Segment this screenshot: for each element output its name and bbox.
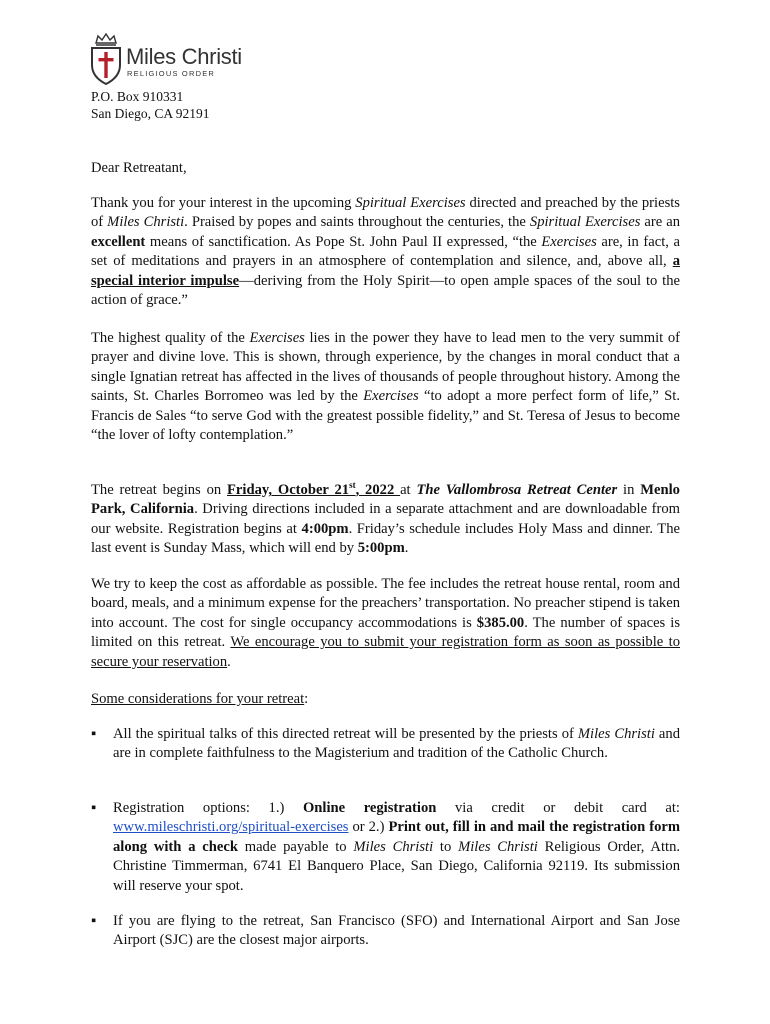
paragraph-2: The highest quality of the Exercises lies in the power they have to lead men to the very summit of prayer and divine love. This is shown, through experience, by the changes in moral conduct that a single Ignatian retreat has affected in the lives of thousands of people throughout history. Among the saints, St. Charles Borromeo was led by the Exercises “to adopt a more perfect form of life,” St. Francis de Sales “to serve God with the greatest possible fidelity,” and St. Teresa of Jesus to become “the lover of lofty contemplation.”: [91, 330, 680, 444]
return-address: [91, 88, 210, 122]
greeting: Dear Retreatant,: [91, 160, 187, 176]
paragraph-3: The retreat begins on Friday, October 21st, 2022 at The Vallombrosa Retreat Center in Menlo Park, California. Driving directions included in a separate attachment and are downloadable from our website. Registration begins at 4:00pm. Friday’s schedule includes Holy Mass and dinner. The last event is Sunday Mass, which will end by 5:00pm.: [91, 480, 680, 557]
bullet-square-icon: ▪: [91, 800, 97, 816]
bullet-item-3: ▪ If you are flying to the retreat, San Francisco (SFO) and International Airport and San Jose Airport (SJC) are the closest major airports.: [91, 913, 680, 949]
retreat-date: Friday, October 21st, 2022: [227, 480, 401, 498]
logo-org-name: Miles Christi: [126, 44, 242, 69]
bullet-square-icon: ▪: [91, 913, 97, 929]
paragraph-4: We try to keep the cost as affordable as possible. The fee includes the retreat house rental, room and board, meals, and a minimum expense for the preachers’ transportation. No preacher stipend is taken into account. The cost for single occupancy accommodations is $385.00. The number of spaces is limited on this retreat. We encourage you to submit your registration form as soon as possible to secure your reservation.: [91, 576, 681, 670]
address-line-2: San Diego, CA 92191: [91, 106, 210, 121]
considerations-heading: Some considerations for your retreat:: [91, 691, 309, 707]
registration-link[interactable]: www.mileschristi.org/spiritual-exercises: [113, 819, 349, 836]
bullet-square-icon: ▪: [91, 726, 97, 742]
address-line-1: P.O. Box 910331: [91, 89, 184, 104]
bullet-item-2: ▪ Registration options: 1.) Online registration via credit or debit card at: www.mileschristi.org/spiritual-exercises or 2.) Print out, fill in and mail the registration form along with a check made payable to Miles Christi to Miles Christi Religious Order, Attn. Christine Timmerman, 6741 El Banquero Place, San Diego, California 92119. Its submission will reserve your spot.: [91, 800, 681, 894]
miles-christi-logo: [89, 33, 259, 85]
shield-cross-crown-icon: [89, 33, 123, 85]
bullet-item-1: ▪ All the spiritual talks of this directed retreat will be presented by the priests of Miles Christi and are in complete faithfulness to the Magisterium and tradition of the Catholic Church.: [91, 726, 681, 762]
paragraph-1: Thank you for your interest in the upcoming Spiritual Exercises directed and preached by the priests of Miles Christi. Praised by popes and saints throughout the centuries, the Spiritual Exercises are an excellent means of sanctification. As Pope St. John Paul II expressed, “the Exercises are, in fact, a set of meditations and prayers in an atmosphere of contemplation and silence, and, above all, a special interior impulse—deriving from the Holy Spirit—to open ample spaces of the soul to the action of grace.”: [91, 195, 681, 309]
logo-org-subtitle: RELIGIOUS ORDER: [127, 69, 216, 78]
